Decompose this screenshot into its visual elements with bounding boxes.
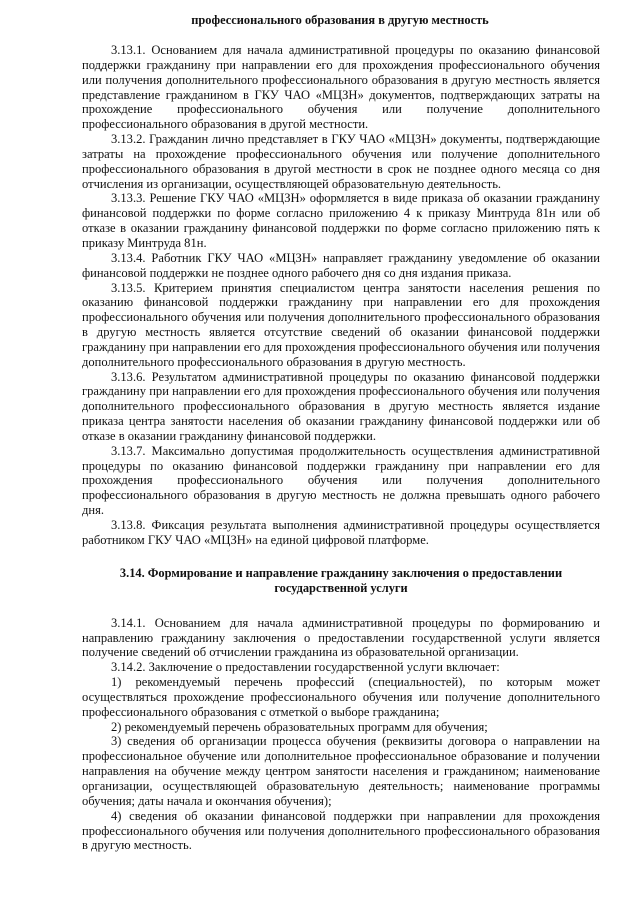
list-item-4: 4) сведения об оказании финансовой поддержки при направлении для прохождения профессионального обучения или получения дополнительного профессионального образования в другую местность. bbox=[82, 808, 600, 853]
paragraph-3-13-6: 3.13.6. Результатом административной процедуры по оказанию финансовой поддержки гражданину при направлении его для прохождения профессионального обучения или получения дополнительного профессионального образования в другую местность является издание приказа центра занятости населения об оказании гражданину финансовой поддержки или об отказе в оказании гражданину финансовой поддержки. bbox=[82, 369, 600, 443]
paragraph-3-13-8: 3.13.8. Фиксация результата выполнения административной процедуры осуществляется работником ГКУ ЧАО «МЦЗН» на единой цифровой платформе. bbox=[82, 518, 600, 547]
section-heading-3-14: 3.14. Формирование и направление гражданину заключения о предоставлении государственной услуги bbox=[119, 565, 563, 595]
paragraph-3-13-7: 3.13.7. Максимально допустимая продолжительность осуществления административной процедуры по оказанию финансовой поддержки гражданину при направлении его для прохождения профессионального обучения или получения дополнительного профессионального образования в другую местность не должна превышать одного рабочего дня. bbox=[82, 443, 600, 518]
paragraph-3-13-4: 3.13.4. Работник ГКУ ЧАО «МЦЗН» направляет гражданину уведомление об оказании финансовой поддержки не позднее одного рабочего дня со дня издания приказа. bbox=[82, 250, 600, 280]
list-item-2: 2) рекомендуемый перечень образовательных программ для обучения; bbox=[111, 719, 488, 734]
page-top-heading: профессионального образования в другую местность bbox=[191, 13, 489, 27]
paragraph-3-13-3: 3.13.3. Решение ГКУ ЧАО «МЦЗН» оформляется в виде приказа об оказании гражданину финансовой поддержки по форме согласно приложению 4 к приказу Минтруда 81н или об отказе в оказании гражданину финансовой поддержки по форме согласно приложению пять к приказу Минтруда 81н. bbox=[82, 191, 600, 250]
list-item-1: 1) рекомендуемый перечень профессий (специальностей), по которым может осуществляться прохождение профессионального обучения или получение дополнительного профессионального образования с отметкой о выборе гражданина; bbox=[82, 675, 600, 719]
paragraph-3-13-1: 3.13.1. Основанием для начала административной процедуры по оказанию финансовой поддержки гражданину при направлении его для прохождения профессионального обучения или получения дополнительного профессионального образования в другую местность является представление гражданином в ГКУ ЧАО «МЦЗН» документов, подтверждающих затраты на прохождение профессионального обучения или получение дополнительного профессионального образования в другой местности. bbox=[82, 43, 600, 132]
paragraph-3-14-1: 3.14.1. Основанием для начала административной процедуры по формированию и направлению гражданину заключения о предоставлении государственной услуги является получение сведений об отчислении гражданина из образовательной организации. bbox=[82, 615, 600, 660]
paragraph-3-13-2: 3.13.2. Гражданин лично представляет в ГКУ ЧАО «МЦЗН» документы, подтверждающие затраты на прохождение профессионального обучения или получение дополнительного профессионального образования в другой местности в срок не позднее одного месяца со дня отчисления из организации, осуществляющей образовательную деятельность. bbox=[82, 132, 600, 191]
paragraph-3-13-5: 3.13.5. Критерием принятия специалистом центра занятости населения решения по оказанию финансовой поддержки гражданину при направлении его для прохождения профессионального обучения или получения дополнительного профессионального образования в другую местность является отсутствие сведений об оказании финансовой поддержки гражданину при направлении его для прохождения профессионального обучения или получения дополнительного профессионального образования в другую местность. bbox=[82, 280, 600, 369]
paragraph-3-14-2: 3.14.2. Заключение о предоставлении государственной услуги включает: bbox=[111, 660, 500, 675]
list-item-3: 3) сведения об организации процесса обучения (реквизиты договора о направлении на профессиональное обучение или дополнительное профессиональное образование и получении направления на обучение между центром занятости населения и гражданином; наименование организации, осуществляющей образовательную деятельность; наименование программы обучения; даты начала и окончания обучения); bbox=[82, 734, 600, 808]
